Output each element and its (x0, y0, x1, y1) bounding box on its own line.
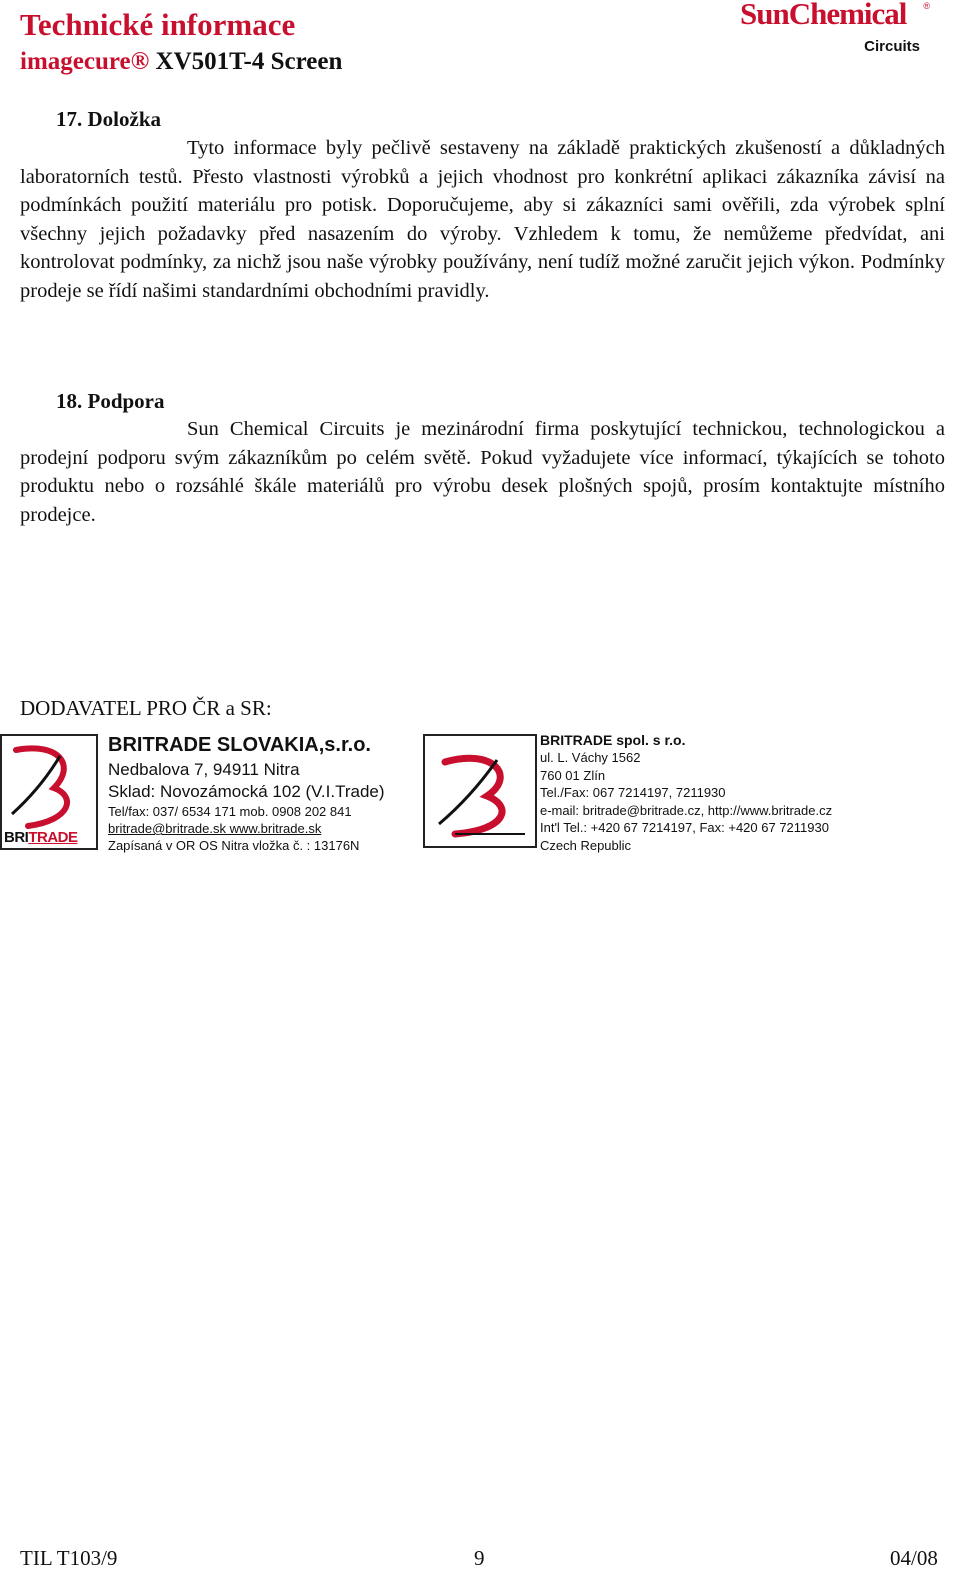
section-text-disclaimer: Tyto informace byly pečlivě sestaveny na základě praktických zkušeností a důkladných laboratorních testů. Přesto vlastnosti výrobků a jejich vhodnost pro konkrétní aplikaci zákazníka závisí na podmínkách použití materiálu pro potisk. Doporučujeme, aby si zákazníci sami ověřili, zda výrobek splní všechny jejich požadavky před nasazením do výroby. Vzhledem k tomu, že nemůžeme předvídat, ani kontrolovat podmínky, za nichž jsou naše výrobky používány, není tudíž možné zaručit jejich výkon. Podmínky prodeje se řídí našimi standardními obchodními pravidly. (20, 137, 945, 302)
address-line: BRITRADE SLOVAKIA,s.r.o. (108, 734, 371, 756)
product-brand: imagecure® (20, 48, 150, 75)
address-line: Zapísaná v OR OS Nitra vložka č. : 13176N (108, 838, 360, 853)
section-text-support: Sun Chemical Circuits je mezinárodní firma poskytující technickou, technologickou a prodejní podporu svým zákazníkům po celém světě. Pokud vyžadujete více informací, týkajících se tohoto produktu nebo o rozsáhlé škále materiálů pro výrobu desek plošných spojů, prosím kontaktujte místního prodejce. (20, 418, 945, 526)
address-line: Czech Republic (540, 837, 632, 853)
britrade-logo-text: BRITRADE (4, 829, 78, 846)
address-line: e-mail: britrade@britrade.cz, http://www.britrade.cz (540, 802, 833, 818)
address-line: Sklad: Novozámocká 102 (V.I.Trade) (108, 782, 385, 801)
supplier-address-czech (540, 731, 832, 854)
address-line: Tel/fax: 037/ 6534 171 mob. 0908 202 841 (108, 804, 352, 819)
address-line: Int'l Tel.: +420 67 7214197, Fax: +420 67 7211930 (540, 820, 829, 835)
address-line: BRITRADE spol. s r.o. (540, 732, 686, 748)
footer-date: 04/08 (890, 1546, 938, 1570)
address-line: 760 01 Zlín (540, 767, 606, 783)
logo-wordmark: SunChemical (740, 0, 907, 31)
logo-division: Circuits (864, 38, 920, 55)
britrade-slovakia-logo (0, 734, 98, 850)
logo-registered: ® (923, 1, 930, 11)
product-name (20, 46, 342, 78)
product-model: XV501T-4 Screen (155, 48, 343, 75)
sunchemical-logo (740, 0, 940, 60)
section-heading-disclaimer: 17. Doložka (56, 107, 161, 131)
britrade-czech-logo (423, 734, 537, 848)
footer-doc-id: TIL T103/9 (20, 1546, 118, 1570)
address-line: britrade@britrade.sk www.britrade.sk (108, 821, 322, 836)
page-title: Technické informace (20, 7, 296, 42)
footer-page-number: 9 (474, 1546, 485, 1570)
section-heading-support: 18. Podpora (56, 389, 165, 413)
supplier-address-slovakia (108, 731, 385, 854)
address-line: Nedbalova 7, 94911 Nitra (108, 760, 300, 779)
supplier-heading: DODAVATEL PRO ČR a SR: (20, 696, 272, 720)
britrade-swoosh-icon (425, 736, 535, 846)
address-line: ul. L. Váchy 1562 (540, 750, 641, 765)
address-line: Tel./Fax: 067 7214197, 7211930 (540, 785, 726, 800)
